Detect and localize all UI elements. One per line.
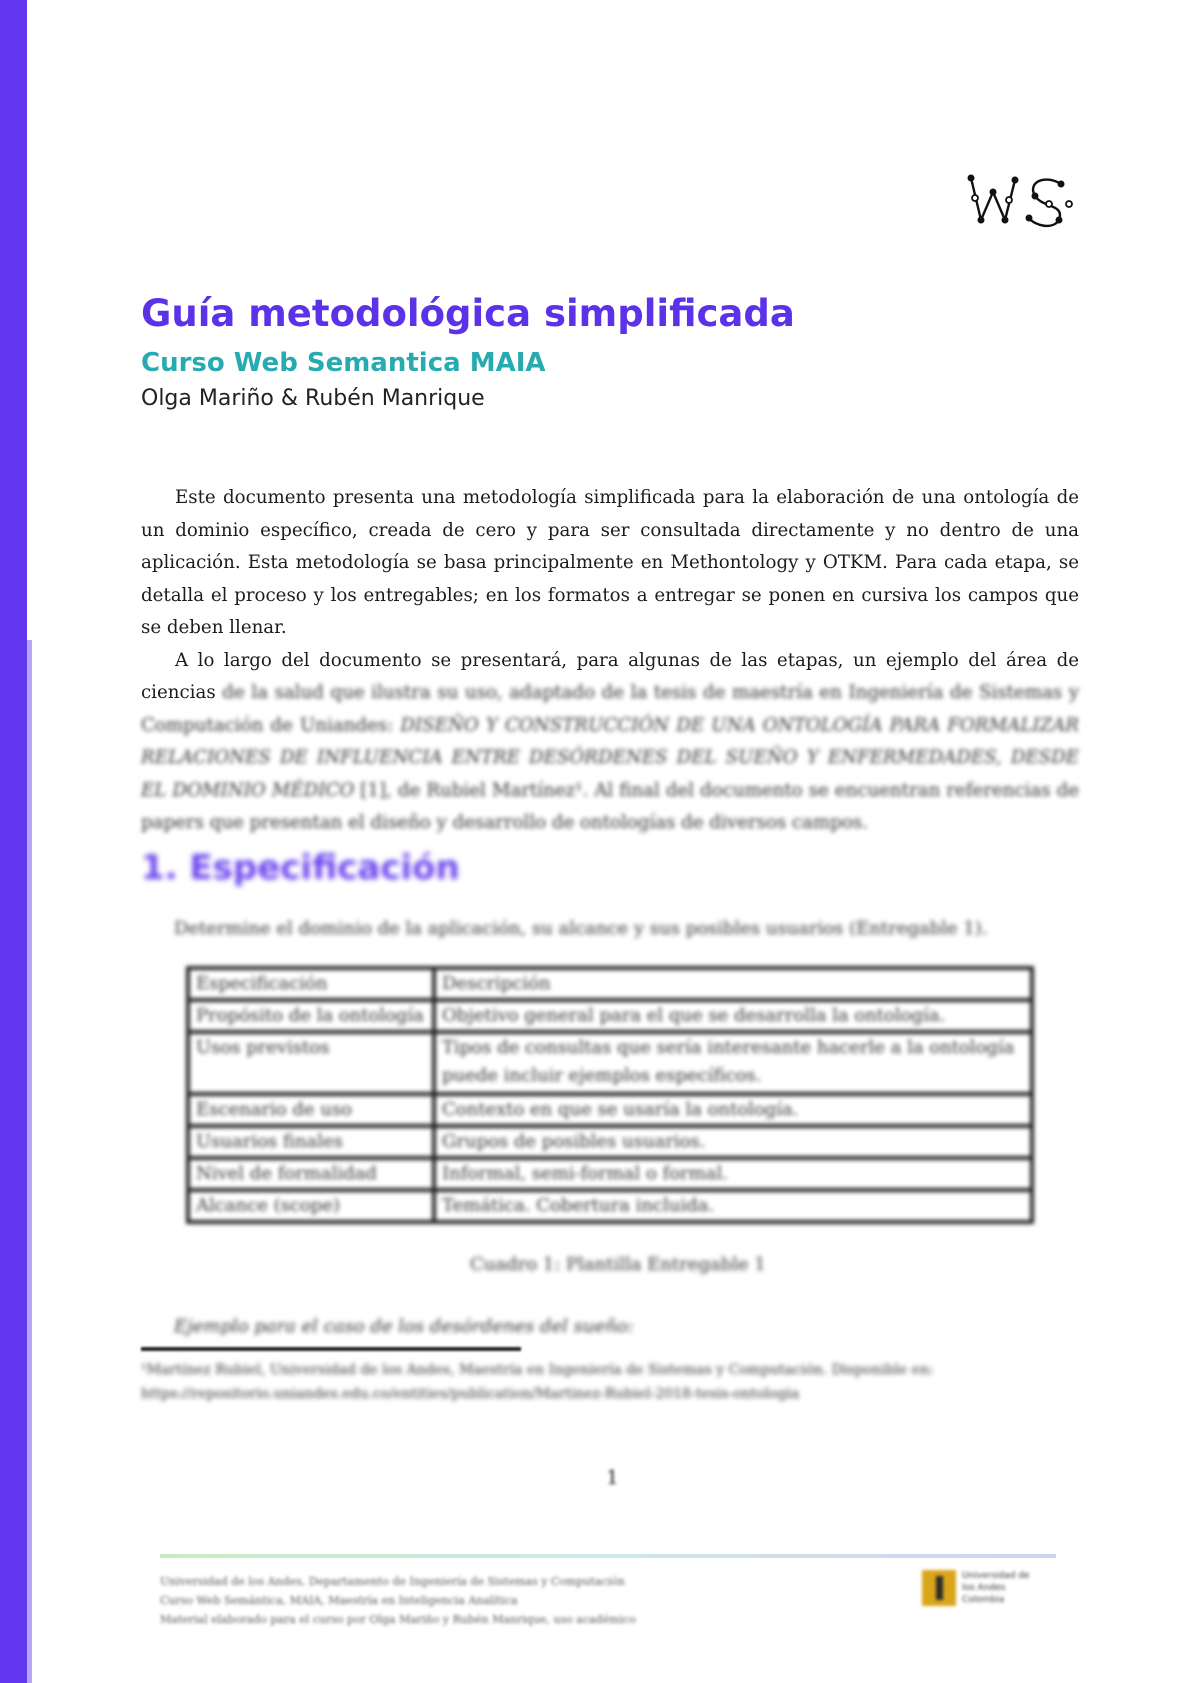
page-number: 1	[606, 1465, 619, 1489]
table-cell: Descripción	[434, 968, 1032, 1000]
table-cell: Especificación	[188, 968, 434, 1000]
intro-paragraph-2	[141, 645, 1079, 840]
table-row	[188, 1094, 1032, 1126]
example-lead-in: Ejemplo para el caso de los desórdenes del sueño:	[174, 1316, 634, 1337]
table-cell: Alcance (scope)	[188, 1190, 434, 1222]
section-intro: Determine el dominio de la aplicación, su alcance y sus posibles usuarios (Entregable 1).	[174, 918, 988, 939]
accent-side-bar-light	[27, 640, 32, 1683]
table-row	[188, 968, 1032, 1000]
footer-line: Universidad de los Andes, Departamento de Ingeniería de Sistemas y Computación	[160, 1575, 625, 1588]
accent-side-bar	[0, 0, 27, 1683]
table-row	[188, 1190, 1032, 1222]
table-row	[188, 1158, 1032, 1190]
section-heading: 1. Especificación	[141, 848, 460, 888]
table-cell: Grupos de posibles usuarios.	[434, 1126, 1032, 1158]
table-row	[188, 1000, 1032, 1032]
university-logo	[922, 1568, 1060, 1608]
intro-paragraph-2-blurred	[141, 682, 1079, 833]
footer-line: Material elaborado para el curso por Olga Mariño y Rubén Manrique, uso académico	[160, 1613, 636, 1626]
footer-line: Curso Web Semántica, MAIA, Maestría en Inteligencia Analítica	[160, 1594, 518, 1607]
blurred-text-b: [1], de Rubiel Martínez¹. Al final del documento se encuentran referencias de papers que presentan el diseño y desarrollo de ontologías de diversos campos.	[141, 779, 1079, 833]
table-cell: Informal, semi-formal o formal.	[434, 1158, 1032, 1190]
table-cell: Escenario de uso	[188, 1094, 434, 1126]
document-subtitle: Curso Web Semantica MAIA	[141, 348, 546, 378]
table-cell: Usuarios finales	[188, 1126, 434, 1158]
specification-table	[186, 966, 1034, 1224]
table-row	[188, 1126, 1032, 1158]
table-caption: Cuadro 1: Plantilla Entregable 1	[470, 1254, 766, 1275]
ws-logo-icon	[965, 170, 1075, 232]
table-row	[188, 1032, 1032, 1094]
table-cell: Objetivo general para el que se desarrolla la ontología.	[434, 1000, 1032, 1032]
table-cell: Usos previstos	[188, 1032, 434, 1094]
document-authors: Olga Mariño & Rubén Manrique	[141, 386, 485, 411]
footer-rule	[160, 1554, 1056, 1558]
footer-text	[160, 1572, 636, 1629]
table-cell: Nivel de formalidad	[188, 1158, 434, 1190]
university-name: Universidad de los Andes Colombia	[962, 1571, 1030, 1605]
intro-text	[141, 482, 1079, 840]
footnote-rule	[141, 1347, 521, 1351]
blurred-text-a: de la salud que ilustra su uso, adaptado de la tesis de maestría en Ingeniería de Sistemas y Computación de Uniandes:	[141, 682, 1079, 736]
intro-paragraph-2-visible: A lo largo del documento se presentará, para algunas de las etapas, un ejemplo del área de ciencias	[141, 649, 1079, 703]
intro-paragraph-1: Este documento presenta una metodología simplificada para la elaboración de una ontología de un dominio específico, creada de cero y para ser consultada directamente y no dentro de una aplicación. Esta metodología se basa principalmente en Methontology y OTKM. Para cada etapa, se detalla el proceso y los entregables; en los formatos a entregar se ponen en cursiva los campos que se deben llenar.	[141, 487, 1079, 638]
university-logo-icon	[922, 1570, 956, 1606]
thesis-title: DISEÑO Y CONSTRUCCIÓN DE UNA ONTOLOGÍA PARA FORMALIZAR RELACIONES DE INFLUENCIA ENTRE DESÓRDENES DEL SUEÑO Y ENFERMEDADES, DESDE EL DOMINIO MÉDICO	[141, 714, 1079, 801]
footnote: ¹Martínez Rubiel, Universidad de los Andes, Maestría en Ingeniería de Sistemas y Computación. Disponible en: https://repositorio.uniandes.edu.co/entities/publication/Martinez-Rubiel-2018-tesis-ontologia	[141, 1362, 934, 1402]
table-cell: Tipos de consultas que sería interesante hacerle a la ontología puede incluir ejemplos específicos.	[434, 1032, 1032, 1094]
table-cell: Contexto en que se usaría la ontología.	[434, 1094, 1032, 1126]
table-cell: Temática. Cobertura incluida.	[434, 1190, 1032, 1222]
document-title: Guía metodológica simplificada	[141, 292, 795, 335]
table-cell: Propósito de la ontología	[188, 1000, 434, 1032]
